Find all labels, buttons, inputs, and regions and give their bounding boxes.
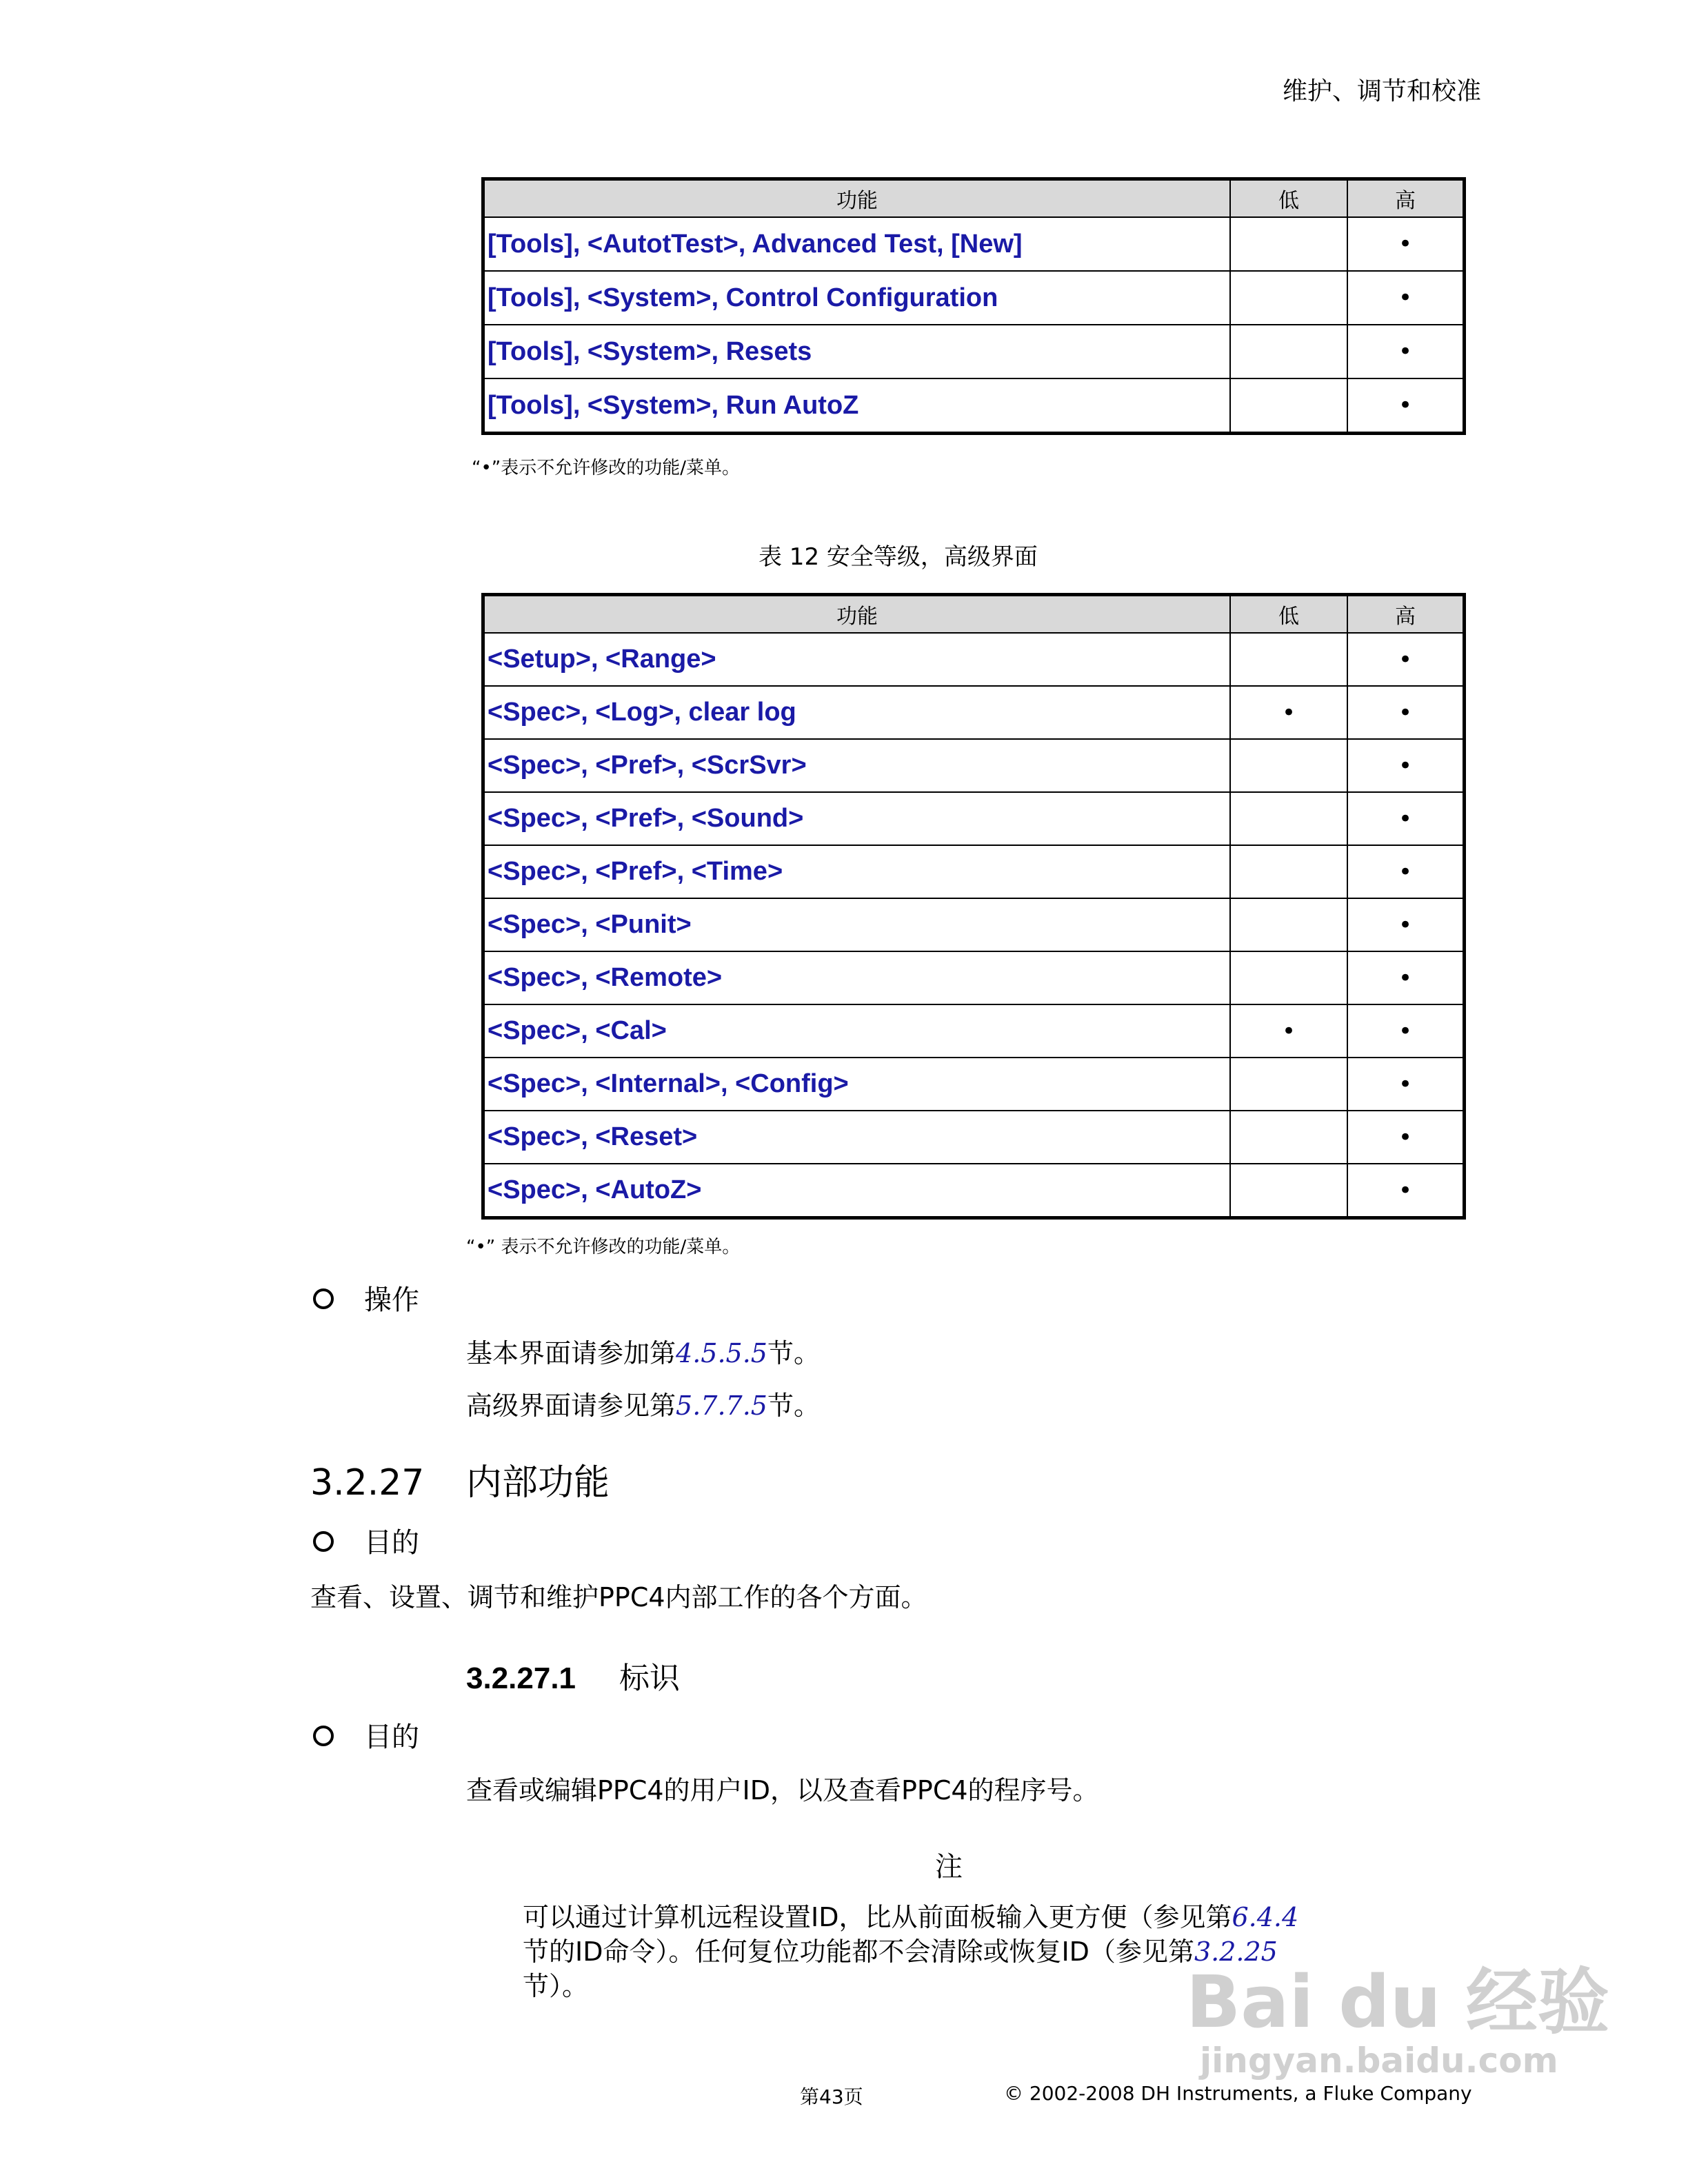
high-cell: • — [1347, 633, 1465, 686]
col-header-function: 功能 — [483, 179, 1231, 218]
subsection-title: 标识 — [619, 1661, 680, 1696]
note-line: 节）。 — [523, 1971, 589, 2001]
function-cell: <Spec>, <Pref>, <Time> — [483, 845, 1231, 898]
table-row — [483, 739, 1465, 792]
col-header-low: 低 — [1230, 595, 1347, 634]
table-row — [483, 1111, 1465, 1164]
function-cell: <Spec>, <Pref>, <Sound> — [483, 792, 1231, 845]
operation-line-advanced — [466, 1384, 820, 1422]
note-line — [523, 1900, 1371, 1934]
section-heading — [310, 1453, 610, 1505]
watermark-url: jingyan.baidu.com — [1200, 2041, 1558, 2081]
table2-footnote: “•” 表示不允许修改的功能/菜单。 — [466, 1237, 741, 1257]
page-number: 第43页 — [800, 2085, 863, 2108]
text: 节的ID命令）。任何复位功能都不会清除或恢复ID（参见第 — [523, 1937, 1194, 1967]
high-cell: • — [1347, 271, 1465, 325]
function-cell: <Spec>, <Log>, clear log — [483, 686, 1231, 739]
subsection-heading — [466, 1653, 680, 1697]
low-cell — [1230, 845, 1347, 898]
table2-caption: 表 12 安全等级，高级界面 — [758, 543, 1038, 571]
circle-bullet-icon — [313, 1726, 334, 1746]
high-cell: • — [1347, 1111, 1465, 1164]
low-cell — [1230, 325, 1347, 378]
table1-footnote: “•”表示不允许修改的功能/菜单。 — [472, 458, 741, 478]
low-cell — [1230, 633, 1347, 686]
col-header-high: 高 — [1347, 179, 1465, 218]
high-cell: • — [1347, 686, 1465, 739]
low-cell — [1230, 1058, 1347, 1111]
purpose-heading — [313, 1521, 419, 1560]
function-cell: <Spec>, <Reset> — [483, 1111, 1231, 1164]
operation-line-basic — [466, 1332, 820, 1370]
table-row — [483, 1004, 1465, 1058]
table-row — [483, 1058, 1465, 1111]
high-cell: • — [1347, 378, 1465, 434]
purpose-label: 目的 — [364, 1527, 419, 1559]
section-link[interactable]: 5.7.7.5 — [676, 1391, 767, 1421]
col-header-function: 功能 — [483, 595, 1231, 634]
function-cell: <Spec>, <AutoZ> — [483, 1164, 1231, 1218]
purpose-heading — [313, 1715, 419, 1755]
table-row — [483, 951, 1465, 1004]
copyright: © 2002-2008 DH Instruments, a Fluke Company — [1004, 2082, 1472, 2105]
low-cell — [1230, 951, 1347, 1004]
high-cell: • — [1347, 217, 1465, 271]
table-row — [483, 1164, 1465, 1218]
security-table-continued — [481, 177, 1466, 435]
text: 节。 — [767, 1338, 820, 1368]
section-link[interactable]: 6.4.4 — [1232, 1902, 1299, 1932]
high-cell: • — [1347, 739, 1465, 792]
function-cell: <Setup>, <Range> — [483, 633, 1231, 686]
circle-bullet-icon — [313, 1288, 334, 1309]
function-cell: [Tools], <System>, Control Configuration — [483, 271, 1231, 325]
purpose-label: 目的 — [364, 1721, 419, 1753]
col-header-low: 低 — [1230, 179, 1347, 218]
table-row — [483, 633, 1465, 686]
table-row — [483, 792, 1465, 845]
function-cell: [Tools], <System>, Run AutoZ — [483, 378, 1231, 434]
low-cell — [1230, 378, 1347, 434]
low-cell — [1230, 898, 1347, 951]
function-cell: [Tools], <System>, Resets — [483, 325, 1231, 378]
high-cell: • — [1347, 792, 1465, 845]
col-header-high: 高 — [1347, 595, 1465, 634]
text: 高级界面请参见第 — [466, 1391, 676, 1421]
text: 节。 — [767, 1391, 820, 1421]
table-row — [483, 217, 1465, 271]
low-cell — [1230, 792, 1347, 845]
table-row — [483, 378, 1465, 434]
function-cell: <Spec>, <Punit> — [483, 898, 1231, 951]
low-cell — [1230, 739, 1347, 792]
operation-heading — [313, 1278, 419, 1317]
operation-label: 操作 — [364, 1284, 419, 1316]
section-link[interactable]: 4.5.5.5 — [676, 1338, 767, 1368]
running-header: 维护、调节和校准 — [1282, 77, 1481, 105]
table-row — [483, 845, 1465, 898]
watermark-logo: Bai du 经验 — [1186, 1960, 1609, 2044]
function-cell: <Spec>, <Internal>, <Config> — [483, 1058, 1231, 1111]
security-table-advanced — [481, 593, 1466, 1220]
table-row — [483, 686, 1465, 739]
text: 基本界面请参加第 — [466, 1338, 676, 1368]
high-cell: • — [1347, 1058, 1465, 1111]
low-cell: • — [1230, 686, 1347, 739]
high-cell: • — [1347, 1004, 1465, 1058]
section-link[interactable]: 3.2.25 — [1194, 1937, 1278, 1967]
high-cell: • — [1347, 898, 1465, 951]
purpose-text: 查看、设置、调节和维护PPC4内部工作的各个方面。 — [310, 1582, 927, 1612]
circle-bullet-icon — [313, 1531, 334, 1552]
high-cell: • — [1347, 325, 1465, 378]
low-cell: • — [1230, 1004, 1347, 1058]
table-row — [483, 898, 1465, 951]
function-cell: <Spec>, <Pref>, <ScrSvr> — [483, 739, 1231, 792]
low-cell — [1230, 1164, 1347, 1218]
purpose-text: 查看或编辑PPC4的用户ID，以及查看PPC4的程序号。 — [466, 1775, 1099, 1806]
function-cell: [Tools], <AutotTest>, Advanced Test, [New] — [483, 217, 1231, 271]
high-cell: • — [1347, 845, 1465, 898]
subsection-number: 3.2.27.1 — [466, 1661, 576, 1695]
high-cell: • — [1347, 1164, 1465, 1218]
table-row — [483, 271, 1465, 325]
function-cell: <Spec>, <Remote> — [483, 951, 1231, 1004]
section-number: 3.2.27 — [310, 1462, 425, 1504]
section-title: 内部功能 — [466, 1462, 610, 1504]
table-row — [483, 325, 1465, 378]
text: 可以通过计算机远程设置ID，比从前面板输入更方便（参见第 — [523, 1902, 1232, 1932]
low-cell — [1230, 271, 1347, 325]
function-cell: <Spec>, <Cal> — [483, 1004, 1231, 1058]
low-cell — [1230, 1111, 1347, 1164]
low-cell — [1230, 217, 1347, 271]
note-title: 注 — [935, 1851, 963, 1883]
high-cell: • — [1347, 951, 1465, 1004]
